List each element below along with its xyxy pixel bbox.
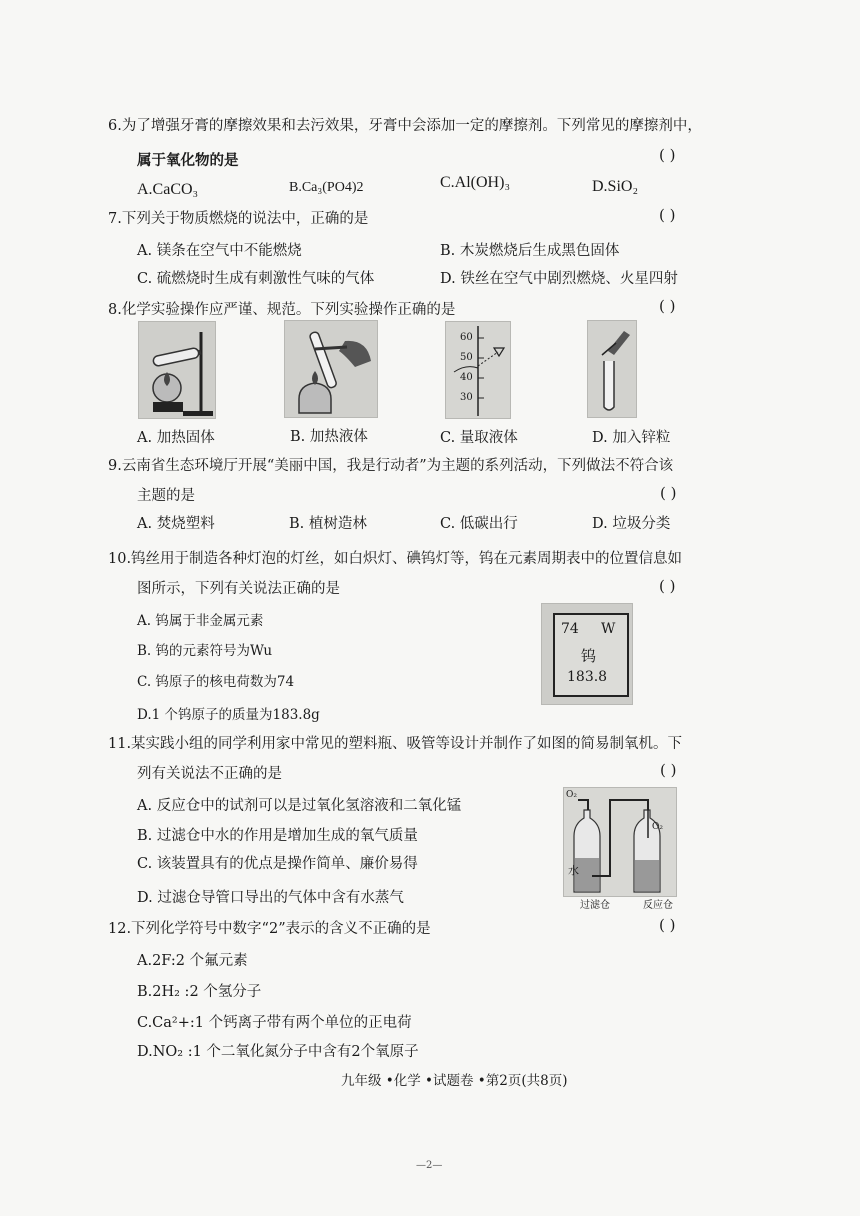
q8-option-c: C. 量取液体 [440,430,518,446]
q7-option-c: C. 硫燃烧时生成有刺激性气味的气体 [137,271,375,287]
q9-answer-paren: ( ) [660,484,677,502]
q6-option-d: D.SiO₂ [592,178,639,195]
q8-answer-paren: ( ) [659,297,676,315]
figure-heating-liquid [284,320,378,418]
element-name: 钨 [581,647,597,665]
cylinder-tick-40: 40 [460,372,473,383]
q6-stem-line1: 6.为了增强牙膏的摩擦效果和去污效果，牙膏中会添加一定的摩擦剂。下列常见的摩擦剂中， [108,118,702,134]
water-label: 水 [568,864,579,877]
q11-option-a: A. 反应仓中的试剂可以是过氧化氢溶液和二氧化锰 [137,798,462,814]
q8-option-a: A. 加热固体 [137,430,215,446]
q9-option-c: C. 低碳出行 [440,516,518,532]
q9-option-a: A. 焚烧塑料 [137,516,215,532]
q11-option-c: C. 该装置具有的优点是操作简单、廉价易得 [137,856,418,872]
q12-answer-paren: ( ) [659,916,676,934]
q9-option-b: B. 植树造林 [289,516,367,532]
filter-chamber-label: 过滤仓 [580,900,610,911]
q6-stem-line2: 属于氧化物的是 [137,152,239,169]
q11-answer-paren: ( ) [660,761,677,779]
q6-option-b: B.Ca₃(PO4)2 [289,180,364,195]
cylinder-tick-30: 30 [460,392,473,403]
q12-option-a: A.2F:2 个氟元素 [137,953,248,969]
element-symbol: W [601,621,616,637]
q9-stem-line2: 主题的是 [137,488,195,504]
q10-answer-paren: ( ) [659,577,676,595]
q10-option-c: C. 钨原子的核电荷数为74 [137,674,295,690]
q10-option-b: B. 钨的元素符号为Wu [137,643,273,659]
cylinder-tick-60: 60 [460,332,473,343]
q11-option-b: B. 过滤仓中水的作用是增加生成的氧气质量 [137,828,418,844]
q9-stem-line1: 9.云南省生态环境厅开展“美丽中国，我是行动者”为主题的系列活动，下列做法不符合该 [108,458,674,474]
element-atomic-number: 74 [561,621,579,637]
q7-option-d: D. 铁丝在空气中剧烈燃烧、火星四射 [440,271,678,287]
q9-option-d: D. 垃圾分类 [592,516,671,532]
q6-option-a: A.CaCO₃ [137,181,199,198]
q12-option-d: D.NO₂ :1 个二氧化氮分子中含有2个氧原子 [137,1044,419,1060]
q11-stem-line2: 列有关说法不正确的是 [137,766,282,782]
figure-adding-zinc [587,320,637,418]
q7-option-a: A. 镁条在空气中不能燃烧 [137,243,302,259]
q12-option-c: C.Ca²+:1 个钙离子带有两个单位的正电荷 [137,1015,412,1031]
q12-stem: 12.下列化学符号中数字“2”表示的含义不正确的是 [108,921,431,937]
q7-answer-paren: ( ) [659,206,676,224]
q7-stem: 7.下列关于物质燃烧的说法中，正确的是 [108,211,369,227]
q8-stem: 8.化学实验操作应严谨、规范。下列实验操作正确的是 [108,302,456,318]
q10-option-a: A. 钨属于非金属元素 [137,613,264,629]
q6-answer-paren: ( ) [659,146,676,164]
figure-oxygen-generator [563,787,677,897]
q8-option-d: D. 加入锌粒 [592,430,671,446]
page-number: —2— [416,1160,443,1171]
q10-option-d: D.1 个钨原子的质量为183.8g [137,707,320,723]
q10-stem-line1: 10.钨丝用于制造各种灯泡的灯丝，如白炽灯、碘钨灯等，钨在元素周期表中的位置信息如 [108,551,683,567]
q6-option-c: C.Al(OH)₃ [440,174,511,191]
reaction-chamber-label: 反应仓 [643,900,673,911]
o2-label-left: O₂ [566,790,577,800]
q11-option-d: D. 过滤仓导管口导出的气体中含有水蒸气 [137,890,404,906]
q12-option-b: B.2H₂ :2 个氢分子 [137,984,262,1000]
q8-option-b: B. 加热液体 [290,429,368,445]
element-tile-figure [541,603,633,705]
page-footer: 九年级 •化学 •试题卷 •第2页(共8页) [341,1073,568,1089]
element-atomic-mass: 183.8 [567,669,608,685]
q10-stem-line2: 图所示，下列有关说法正确的是 [137,581,340,597]
q11-stem-line1: 11.某实践小组的同学利用家中常见的塑料瓶、吸管等设计并制作了如图的简易制氧机。下 [108,736,683,752]
element-tile [553,613,629,697]
figure-measuring-cylinder [445,321,511,419]
q7-option-b: B. 木炭燃烧后生成黑色固体 [440,243,620,259]
cylinder-tick-50: 50 [460,352,473,363]
figure-heating-solid [138,321,216,419]
o2-label-right: O₂ [652,822,663,832]
